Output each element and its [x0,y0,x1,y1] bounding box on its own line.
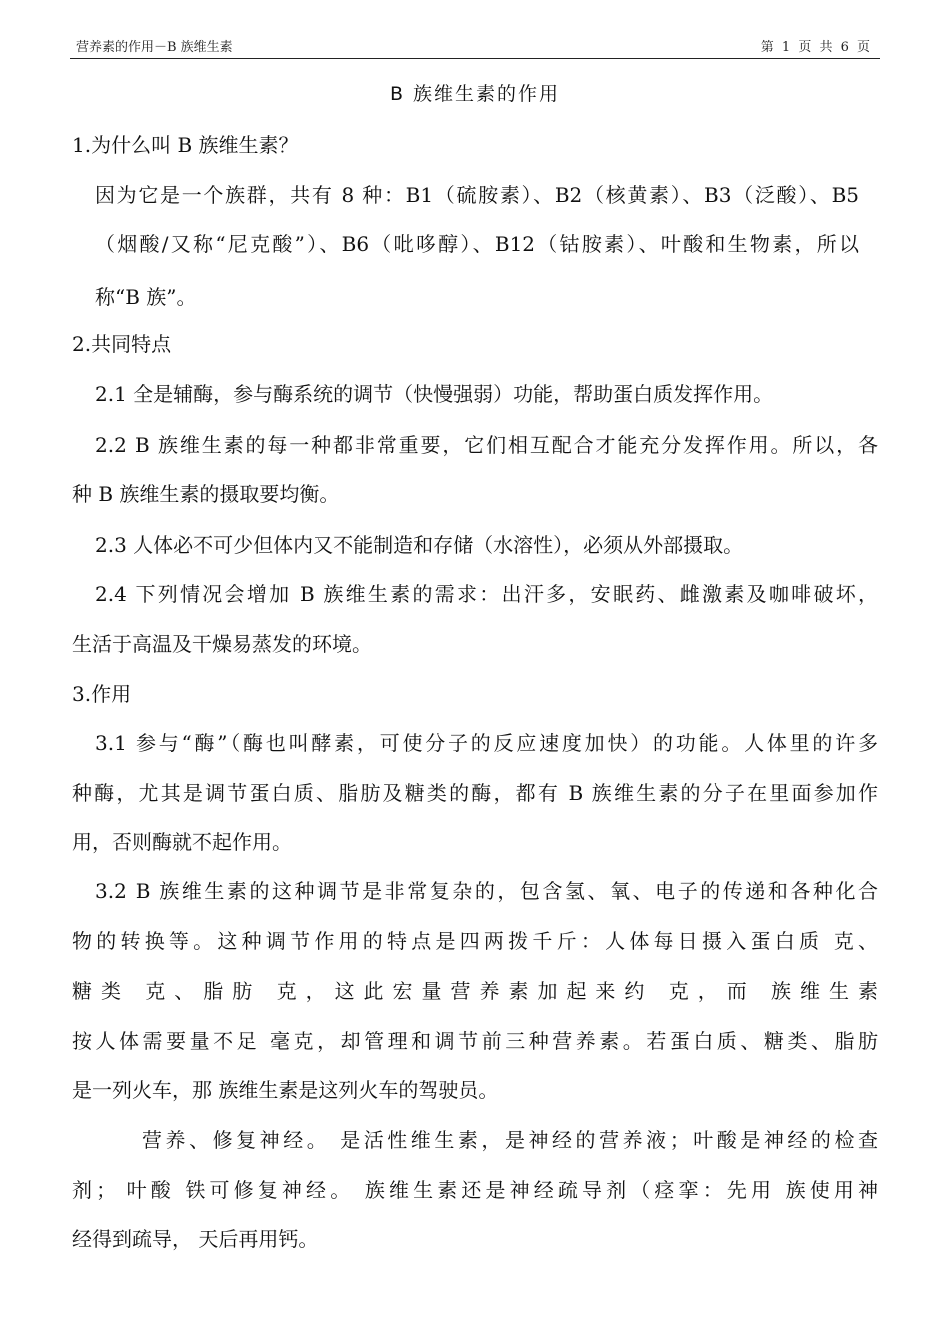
paragraph-line: 按人体需要量不足 毫克，却管理和调节前三种营养素。若蛋白质、糖类、脂肪 [72,1029,878,1053]
paragraph-line: 称“B 族”。 [95,285,197,309]
section-heading-1: 1.为什么叫 B 族维生素？ [72,133,299,157]
paragraph-line: 种酶，尤其是调节蛋白质、脂肪及糖类的酶，都有 B 族维生素的分子在里面参加作 [72,781,878,805]
paragraph-line: 营养、修复神经。 是活性维生素，是神经的营养液；叶酸是神经的检查 [142,1128,878,1152]
paragraph-line: 2.3 人体必不可少但体内又不能制造和存储（水溶性），必须从外部摄取。 [95,533,744,557]
paragraph-line: 用，否则酶就不起作用。 [72,830,292,854]
paragraph-line: 因为它是一个族群，共有 8 种：B1（硫胺素）、B2（核黄素）、B3（泛酸）、B5 [95,183,859,207]
paragraph-line: 3.2 B 族维生素的这种调节是非常复杂的，包含氢、氧、电子的传递和各种化合 [95,879,878,903]
paragraph-line: 生活于高温及干燥易蒸发的环境。 [72,632,372,656]
document-title: B 族维生素的作用 [389,83,561,105]
paragraph-line: 2.2 B 族维生素的每一种都非常重要，它们相互配合才能充分发挥作用。所以，各 [95,433,878,457]
page-header [70,38,880,59]
section-heading-3: 3.作用 [72,682,132,706]
paragraph-line: 种 B 族维生素的摄取要均衡。 [72,482,340,506]
paragraph-line: （烟酸/又称“尼克酸”）、B6（吡哆醇）、B12（钴胺素）、叶酸和生物素，所以 [95,232,859,256]
paragraph-line: 2.1 全是辅酶，参与酶系统的调节（快慢强弱）功能，帮助蛋白质发挥作用。 [95,382,774,406]
paragraph-line: 物的转换等。这种调节作用的特点是四两拨千斤：人体每日摄入蛋白质 克、 [72,929,878,953]
header-document-title: 营养素的作用－B 族维生素 [76,40,233,55]
section-heading-2: 2.共同特点 [72,332,172,356]
paragraph-line: 剂； 叶酸 铁可修复神经。 族维生素还是神经疏导剂（痉挛：先用 族使用神 [72,1178,878,1202]
paragraph-line: 3.1 参与“酶”（酶也叫酵素，可使分子的反应速度加快）的功能。人体里的许多 [95,731,878,755]
header-page-indicator: 第 1 页 共 6 页 [760,40,872,55]
paragraph-line: 糖类 克、脂肪 克，这此宏量营养素加起来约 克，而 族维生素 [72,979,878,1003]
paragraph-line: 是一列火车，那 族维生素是这列火车的驾驶员。 [72,1078,499,1102]
paragraph-line: 2.4 下列情况会增加 B 族维生素的需求：出汗多，安眠药、雌激素及咖啡破坏， [95,582,878,606]
paragraph-line: 经得到疏导， 天后再用钙。 [72,1227,319,1251]
